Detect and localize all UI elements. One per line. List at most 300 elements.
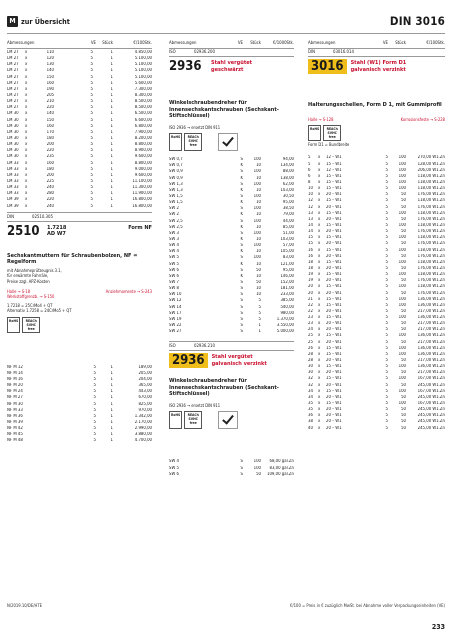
table-cell: 100 <box>398 167 406 173</box>
table-cell: 50 <box>401 321 406 327</box>
table-cell: 5 <box>258 316 261 322</box>
table-cell: 136,00 W1.Zn <box>417 302 445 308</box>
table-cell: S <box>240 181 243 187</box>
table-cell: 10 <box>256 261 261 267</box>
table-cell: 5 <box>385 259 388 265</box>
table-cell: 5 <box>385 204 388 210</box>
table-cell: 15 – W1 <box>326 210 342 216</box>
table-cell: NF M 14 <box>7 370 23 376</box>
table-cell: 121,00 <box>280 261 294 267</box>
table-cell: SW 5 <box>169 255 179 261</box>
table-cell: 225 <box>46 178 54 184</box>
table-cell: 5 <box>385 321 388 327</box>
table-cell: 20 – W1 <box>326 308 342 314</box>
table-cell: 100 <box>398 155 406 161</box>
table-cell: 670,00 <box>138 395 152 401</box>
table-cell: 50 <box>401 278 406 284</box>
table-cell: x <box>25 154 28 160</box>
product-description: Halterungsschellen, Form D 1, mit Gummiprofil <box>308 102 442 108</box>
table-cell: 94,00 <box>282 157 294 163</box>
table-cell: 79,00 <box>282 212 294 218</box>
table-cell: 5 <box>385 364 388 370</box>
table-cell: 100 <box>398 376 406 382</box>
table-cell: 1 <box>110 191 113 197</box>
table-cell: 5 <box>385 155 388 161</box>
table-cell: LM 33 <box>7 160 19 166</box>
table-cell: 32 <box>308 382 313 388</box>
table-cell: 5 <box>385 315 388 321</box>
table-cell: 217,00 W1.Zn <box>417 339 445 345</box>
table-cell: 118,00 W1.Zn <box>417 259 445 265</box>
table-cell: 5 <box>385 290 388 296</box>
table-cell: SW 22 <box>169 322 182 328</box>
table-cell: 15 – W1 <box>326 173 342 179</box>
table-cell: 5 <box>385 198 388 204</box>
table-cell: 9.600,00 <box>134 172 152 178</box>
table-cell: 95,00 <box>282 200 294 206</box>
table-cell: 5 <box>93 383 96 389</box>
table-cell: 15 <box>308 235 313 241</box>
table-cell: NF M 45 <box>7 432 23 438</box>
table-cell: 9.000,00 <box>134 166 152 172</box>
table-cell: 110 <box>46 50 54 55</box>
table-cell: 5 <box>385 272 388 278</box>
table-cell: x <box>25 166 28 172</box>
table-cell: SW 4 <box>169 243 179 249</box>
table-cell: x <box>25 62 28 68</box>
table-cell: 5 <box>385 413 388 419</box>
back-label: zur Übersicht <box>21 17 70 26</box>
check-icon <box>218 133 238 151</box>
table-cell: 200 <box>46 142 54 148</box>
table-cell: 5 <box>385 179 388 185</box>
table-cell: 5 <box>93 370 96 376</box>
table-cell: 1 <box>110 62 113 68</box>
table-cell: 8.800,00 <box>134 142 152 148</box>
table-cell: 1 <box>110 438 113 444</box>
table-cell: 10 <box>256 286 261 292</box>
table-cell: 38 <box>308 419 313 425</box>
table-cell: S <box>240 218 243 224</box>
table-cell: S <box>240 286 243 292</box>
table-cell: x <box>318 167 321 173</box>
table-cell: 20 – W1 <box>326 413 342 419</box>
table-cell: 20 – W1 <box>326 241 342 247</box>
table-cell: 20 – W1 <box>326 419 342 425</box>
table-cell: 160 <box>46 160 54 166</box>
table-cell: 5 <box>90 197 93 203</box>
table-cell: 50 <box>401 382 406 388</box>
table-cell: x <box>318 198 321 204</box>
table-cell: SW 2,5 <box>169 218 183 224</box>
table-cell: LM 30 <box>7 142 19 148</box>
table-cell: 100 <box>398 210 406 216</box>
table-cell: 206,00 W1.Zn <box>417 167 445 173</box>
table-cell: 100 <box>398 272 406 278</box>
table-cell: SW 0,9 <box>169 175 183 181</box>
table-cell: x <box>318 358 321 364</box>
table-cell: 23 <box>308 315 313 321</box>
table-cell: 5 <box>90 68 93 74</box>
table-cell: 140 <box>46 68 54 74</box>
table-cell: 140 <box>46 111 54 117</box>
table-cell: LM 27 <box>7 68 19 74</box>
product-table <box>7 50 152 210</box>
table-cell: 100 <box>398 247 406 253</box>
table-cell: LM 30 <box>7 148 19 154</box>
table-cell: 5 <box>93 401 96 407</box>
table-cell: 15 – W1 <box>326 247 342 253</box>
table-cell: 105,00 <box>280 249 294 255</box>
table-cell: x <box>318 229 321 235</box>
table-cell: 15 <box>308 241 313 247</box>
table-cell: 15 – W1 <box>326 259 342 265</box>
table-cell: 2.170,00 <box>134 419 152 425</box>
table-cell: LM 27 <box>7 50 19 55</box>
table-cell: 1 <box>110 56 113 62</box>
table-cell: 5 <box>385 407 388 413</box>
table-cell: 1 <box>110 395 113 401</box>
table-cell: 5 <box>385 351 388 357</box>
table-cell: x <box>318 179 321 185</box>
table-cell: 3.880,00 <box>134 432 152 438</box>
table-cell: 5 <box>90 185 93 191</box>
table-cell: x <box>318 425 321 431</box>
table-row <box>7 438 152 444</box>
table-cell: SW 1,3 <box>169 187 183 193</box>
table-cell: 20 <box>308 284 313 290</box>
table-cell: x <box>25 191 28 197</box>
table-cell: 5 <box>385 419 388 425</box>
table-cell: 38,50 <box>282 206 294 212</box>
table-cell: 5 <box>90 80 93 86</box>
table-cell: 136,00 W1.Zn <box>417 345 445 351</box>
table-cell: 8.800,00 <box>134 160 152 166</box>
table-cell: 5 <box>90 191 93 197</box>
table-cell: x <box>318 241 321 247</box>
table-cell: 11.300,00 <box>132 185 152 191</box>
table-cell: S <box>240 255 243 261</box>
table-cell: x <box>25 105 28 111</box>
table-cell: 15 – W1 <box>326 401 342 407</box>
table-cell: 443,00 <box>138 389 152 395</box>
table-cell: x <box>318 265 321 271</box>
table-cell: 220 <box>46 148 54 154</box>
table-cell: 270,00 W1.Zn <box>417 155 445 161</box>
table-cell: 5 <box>385 302 388 308</box>
table-cell: 20 – W1 <box>326 278 342 284</box>
table-cell: NF M 16 <box>7 376 23 382</box>
table-cell: 15 – W1 <box>326 235 342 241</box>
table-cell: 5 <box>93 419 96 425</box>
table-cell: 12 – W1 <box>326 167 342 173</box>
table-cell: 128,00 W1.Zn <box>417 161 445 167</box>
table-cell: 100 <box>253 255 261 261</box>
table-cell: LM 30 <box>7 135 19 141</box>
table-cell: 20 – W1 <box>326 327 342 333</box>
table-cell: x <box>318 290 321 296</box>
table-cell: 5 <box>90 203 93 209</box>
table-cell: 176,00 W1.Zn <box>417 229 445 235</box>
table-cell: S <box>240 206 243 212</box>
table-cell: 88,00 <box>282 169 294 175</box>
table-cell: 95,00 <box>282 267 294 273</box>
table-cell: 85,00 <box>282 224 294 230</box>
column-header: Abmessungen VE Stück €/1000Stk. <box>169 40 294 49</box>
table-cell: 50 <box>401 327 406 333</box>
table-cell: 8.500,00 <box>134 105 152 111</box>
table-cell: 30 <box>308 364 313 370</box>
table-cell: 5.600,00 <box>134 80 152 86</box>
table-cell: 245,00 W1.Zn <box>417 407 445 413</box>
table-cell: NF M 12 <box>7 364 23 370</box>
table-cell: x <box>318 382 321 388</box>
table-cell: 6.500,00 <box>134 111 152 117</box>
table-cell: 220 <box>46 105 54 111</box>
table-cell: 245,00 W1.Zn <box>417 419 445 425</box>
table-cell: 100 <box>253 218 261 224</box>
table-cell: 5 <box>385 173 388 179</box>
page-number: 233 <box>431 623 445 631</box>
table-cell: 5 <box>385 284 388 290</box>
table-cell: NF M 24 <box>7 389 23 395</box>
table-cell: 50 <box>401 339 406 345</box>
column-header: Abmessungen VE Stück €/100Stk. <box>7 40 152 49</box>
table-cell: LM 33 <box>7 166 19 172</box>
table-cell: S <box>240 329 243 335</box>
table-cell: x <box>318 204 321 210</box>
table-cell: 5.100,00 <box>134 56 152 62</box>
table-cell: x <box>25 129 28 135</box>
table-cell: 50 <box>401 204 406 210</box>
table-cell: 20 – W1 <box>326 216 342 222</box>
table-cell: S <box>240 292 243 298</box>
table-cell: 235 <box>46 154 54 160</box>
table-cell: 10 <box>256 187 261 193</box>
table-cell: x <box>25 74 28 80</box>
table-cell: 5 <box>385 388 388 394</box>
back-to-overview-link[interactable] <box>7 16 70 27</box>
table-cell: LM 30 <box>7 117 19 123</box>
table-cell: 5 <box>385 308 388 314</box>
table-cell: 167,00 W1.Zn <box>417 401 445 407</box>
table-cell: 50 <box>401 216 406 222</box>
table-cell: LM 33 <box>7 178 19 184</box>
table-cell: 20 – W1 <box>326 370 342 376</box>
table-cell: x <box>318 173 321 179</box>
table-cell: 5 <box>258 310 261 316</box>
table-row <box>308 426 445 432</box>
table-cell: 118,00 W1.Zn <box>417 198 445 204</box>
table-cell: 50 <box>401 370 406 376</box>
table-cell: 5 <box>385 192 388 198</box>
table-cell: x <box>25 111 28 117</box>
table-cell: SW 6 <box>169 273 179 279</box>
table-cell: 50 <box>401 198 406 204</box>
table-cell: 5 <box>385 186 388 192</box>
table-cell: 100 <box>398 179 406 185</box>
table-cell: 23 <box>308 321 313 327</box>
table-cell: S <box>240 230 243 236</box>
table-cell: x <box>318 345 321 351</box>
table-cell: 20 – W1 <box>326 321 342 327</box>
product-description: Winkelschraubendreher für Innensechskantschrauben (Sechskant-Stiftschlüssel) <box>169 100 279 120</box>
table-cell: 50 <box>401 290 406 296</box>
table-cell: 8.300,00 <box>134 92 152 98</box>
table-cell: 100 <box>398 345 406 351</box>
table-cell: SW 5 <box>169 465 179 471</box>
table-cell: 1 <box>110 432 113 438</box>
table-cell: 1 <box>110 166 113 172</box>
table-cell: S <box>240 169 243 175</box>
table-cell: x <box>318 401 321 407</box>
table-cell: SW 1,5 <box>169 194 183 200</box>
table-cell: 152,00 <box>280 280 294 285</box>
table-cell: x <box>318 253 321 259</box>
table-cell: 15 – W1 <box>326 302 342 308</box>
table-cell: 100 <box>398 235 406 241</box>
table-cell: 10 <box>256 200 261 206</box>
table-cell: x <box>318 315 321 321</box>
table-cell: 1 <box>110 111 113 117</box>
table-cell: 1 <box>110 86 113 92</box>
table-cell: 100 <box>398 296 406 302</box>
table-cell: 10 <box>256 292 261 298</box>
table-cell: NF M 48 <box>7 438 23 444</box>
table-cell: 1 <box>110 383 113 389</box>
table-cell: x <box>318 235 321 241</box>
table-cell: 5 <box>90 129 93 135</box>
table-cell: 1.370,00 <box>276 316 294 322</box>
table-cell: 5 <box>385 222 388 228</box>
table-cell: 205,00 <box>138 370 152 376</box>
table-cell: 180 <box>46 166 54 172</box>
table-cell: 5 <box>93 364 96 370</box>
table-cell: 10 <box>308 192 313 198</box>
article-number: 3016 <box>308 59 347 74</box>
table-cell: 1 <box>258 322 261 328</box>
table-cell: 176,00 W1.Zn <box>417 204 445 210</box>
table-cell: S <box>240 267 243 273</box>
table-cell: 825,00 <box>138 401 152 407</box>
table-cell: LM 27 <box>7 62 19 68</box>
table-cell: 118,00 W1.Zn <box>417 272 445 278</box>
table-cell: 5 <box>385 265 388 271</box>
table-cell: 5 <box>385 235 388 241</box>
table-cell: 176,00 W1.Zn <box>417 265 445 271</box>
table-cell: NF M 27 <box>7 395 23 401</box>
table-cell: 35 <box>308 407 313 413</box>
table-cell: 20 – W1 <box>326 229 342 235</box>
table-cell: SW 4 <box>169 459 179 465</box>
table-cell: 5 <box>385 376 388 382</box>
table-cell: 167,00 W1.Zn <box>417 388 445 394</box>
table-cell: 2.990,00 <box>134 426 152 432</box>
table-cell: 134,00 <box>280 163 294 169</box>
table-cell: LM 33 <box>7 191 19 197</box>
table-cell: 26 <box>308 345 313 351</box>
table-cell: NF M 42 <box>7 426 23 432</box>
table-cell: 1.342,00 <box>134 413 152 419</box>
table-cell: 15 – W1 <box>326 388 342 394</box>
table-cell: 167,00 W1.Zn <box>417 376 445 382</box>
table-cell: SW 3 <box>169 230 179 236</box>
table-cell: 15 – W1 <box>326 272 342 278</box>
table-cell: 5 <box>90 178 93 184</box>
table-cell: K <box>240 163 243 169</box>
table-cell: 7.900,00 <box>134 129 152 135</box>
table-cell: 118,00 W1.Zn <box>417 235 445 241</box>
product-table-2 <box>7 365 152 445</box>
table-cell: S <box>240 322 243 328</box>
table-cell: 180 <box>46 135 54 141</box>
table-cell: 50 <box>256 471 261 477</box>
table-cell: 30 <box>308 370 313 376</box>
table-cell: 40 <box>308 425 313 431</box>
table-cell: K <box>240 249 243 255</box>
table-cell: 19 <box>308 278 313 284</box>
table-cell: LM 30 <box>7 129 19 135</box>
table-cell: K <box>240 212 243 218</box>
table-cell: 176,00 W1.Zn <box>417 290 445 296</box>
table-cell: 100 <box>253 194 261 200</box>
table-cell: K <box>240 261 243 267</box>
table-cell: 50 <box>401 308 406 314</box>
table-cell: x <box>25 50 28 55</box>
product-block-2510: DIN 02510.305 2510 1.7218 Form NF AD W7 Sechskantmuttern für Schraubenbolzen, NF = Regelform mit Abnahmeprüfzeugnis 3.1, für erwärmte Fahrräle, Preise zzgl. APZ-Kosten Halle → S-18 Anziehmomente → S-243 Werkstoffgrenzb. → S-150 1.7218 = 25CrMo4 + QT Alternativ 1.7258 = 24CrMo5 + QT RoHS REACh SVHC free <box>7 212 152 333</box>
table-cell: 15 – W1 <box>326 222 342 228</box>
table-cell: 200 <box>46 172 54 178</box>
table-cell: 189,00 <box>138 364 152 370</box>
table-cell: 5 <box>90 172 93 178</box>
table-cell: x <box>318 284 321 290</box>
table-cell: S <box>240 304 243 310</box>
table-cell: 20 – W1 <box>326 265 342 271</box>
table-cell: SW 6 <box>169 267 179 273</box>
table-cell: 5 <box>90 111 93 117</box>
table-cell: 4.850,00 <box>134 50 152 55</box>
table-cell: x <box>318 216 321 222</box>
table-cell: 980,00 <box>280 310 294 316</box>
table-cell: x <box>318 259 321 265</box>
table-cell: 18 <box>308 259 313 265</box>
table-cell: 9.600,00 <box>134 154 152 160</box>
table-cell: 100 <box>253 230 261 236</box>
table-cell: 10 <box>256 163 261 169</box>
table-cell: 1 <box>110 117 113 123</box>
table-cell: SW 7 <box>169 280 179 285</box>
table-cell: 118,00 W1.Zn <box>417 247 445 253</box>
table-cell: LM 39 <box>7 203 19 209</box>
table-cell: 50 <box>401 358 406 364</box>
table-cell: 10 <box>256 212 261 218</box>
table-cell: 5 <box>385 216 388 222</box>
table-cell: 150 <box>46 74 54 80</box>
table-cell: 176,00 W1.Zn <box>417 241 445 247</box>
table-cell: 16.800,00 <box>132 197 152 203</box>
table-cell: 5 <box>258 304 261 310</box>
product-table <box>169 157 294 335</box>
table-cell: K <box>240 273 243 279</box>
table-cell: 138,00 <box>280 175 294 181</box>
table-cell: 100 <box>253 157 261 163</box>
table-cell: 20 – W1 <box>326 339 342 345</box>
table-cell: 83,00 <box>282 255 294 261</box>
table-cell: 6 <box>308 167 311 173</box>
table-cell: 118,00 W1.Zn <box>417 210 445 216</box>
table-cell: 100 <box>398 388 406 394</box>
table-cell: S <box>240 471 243 477</box>
